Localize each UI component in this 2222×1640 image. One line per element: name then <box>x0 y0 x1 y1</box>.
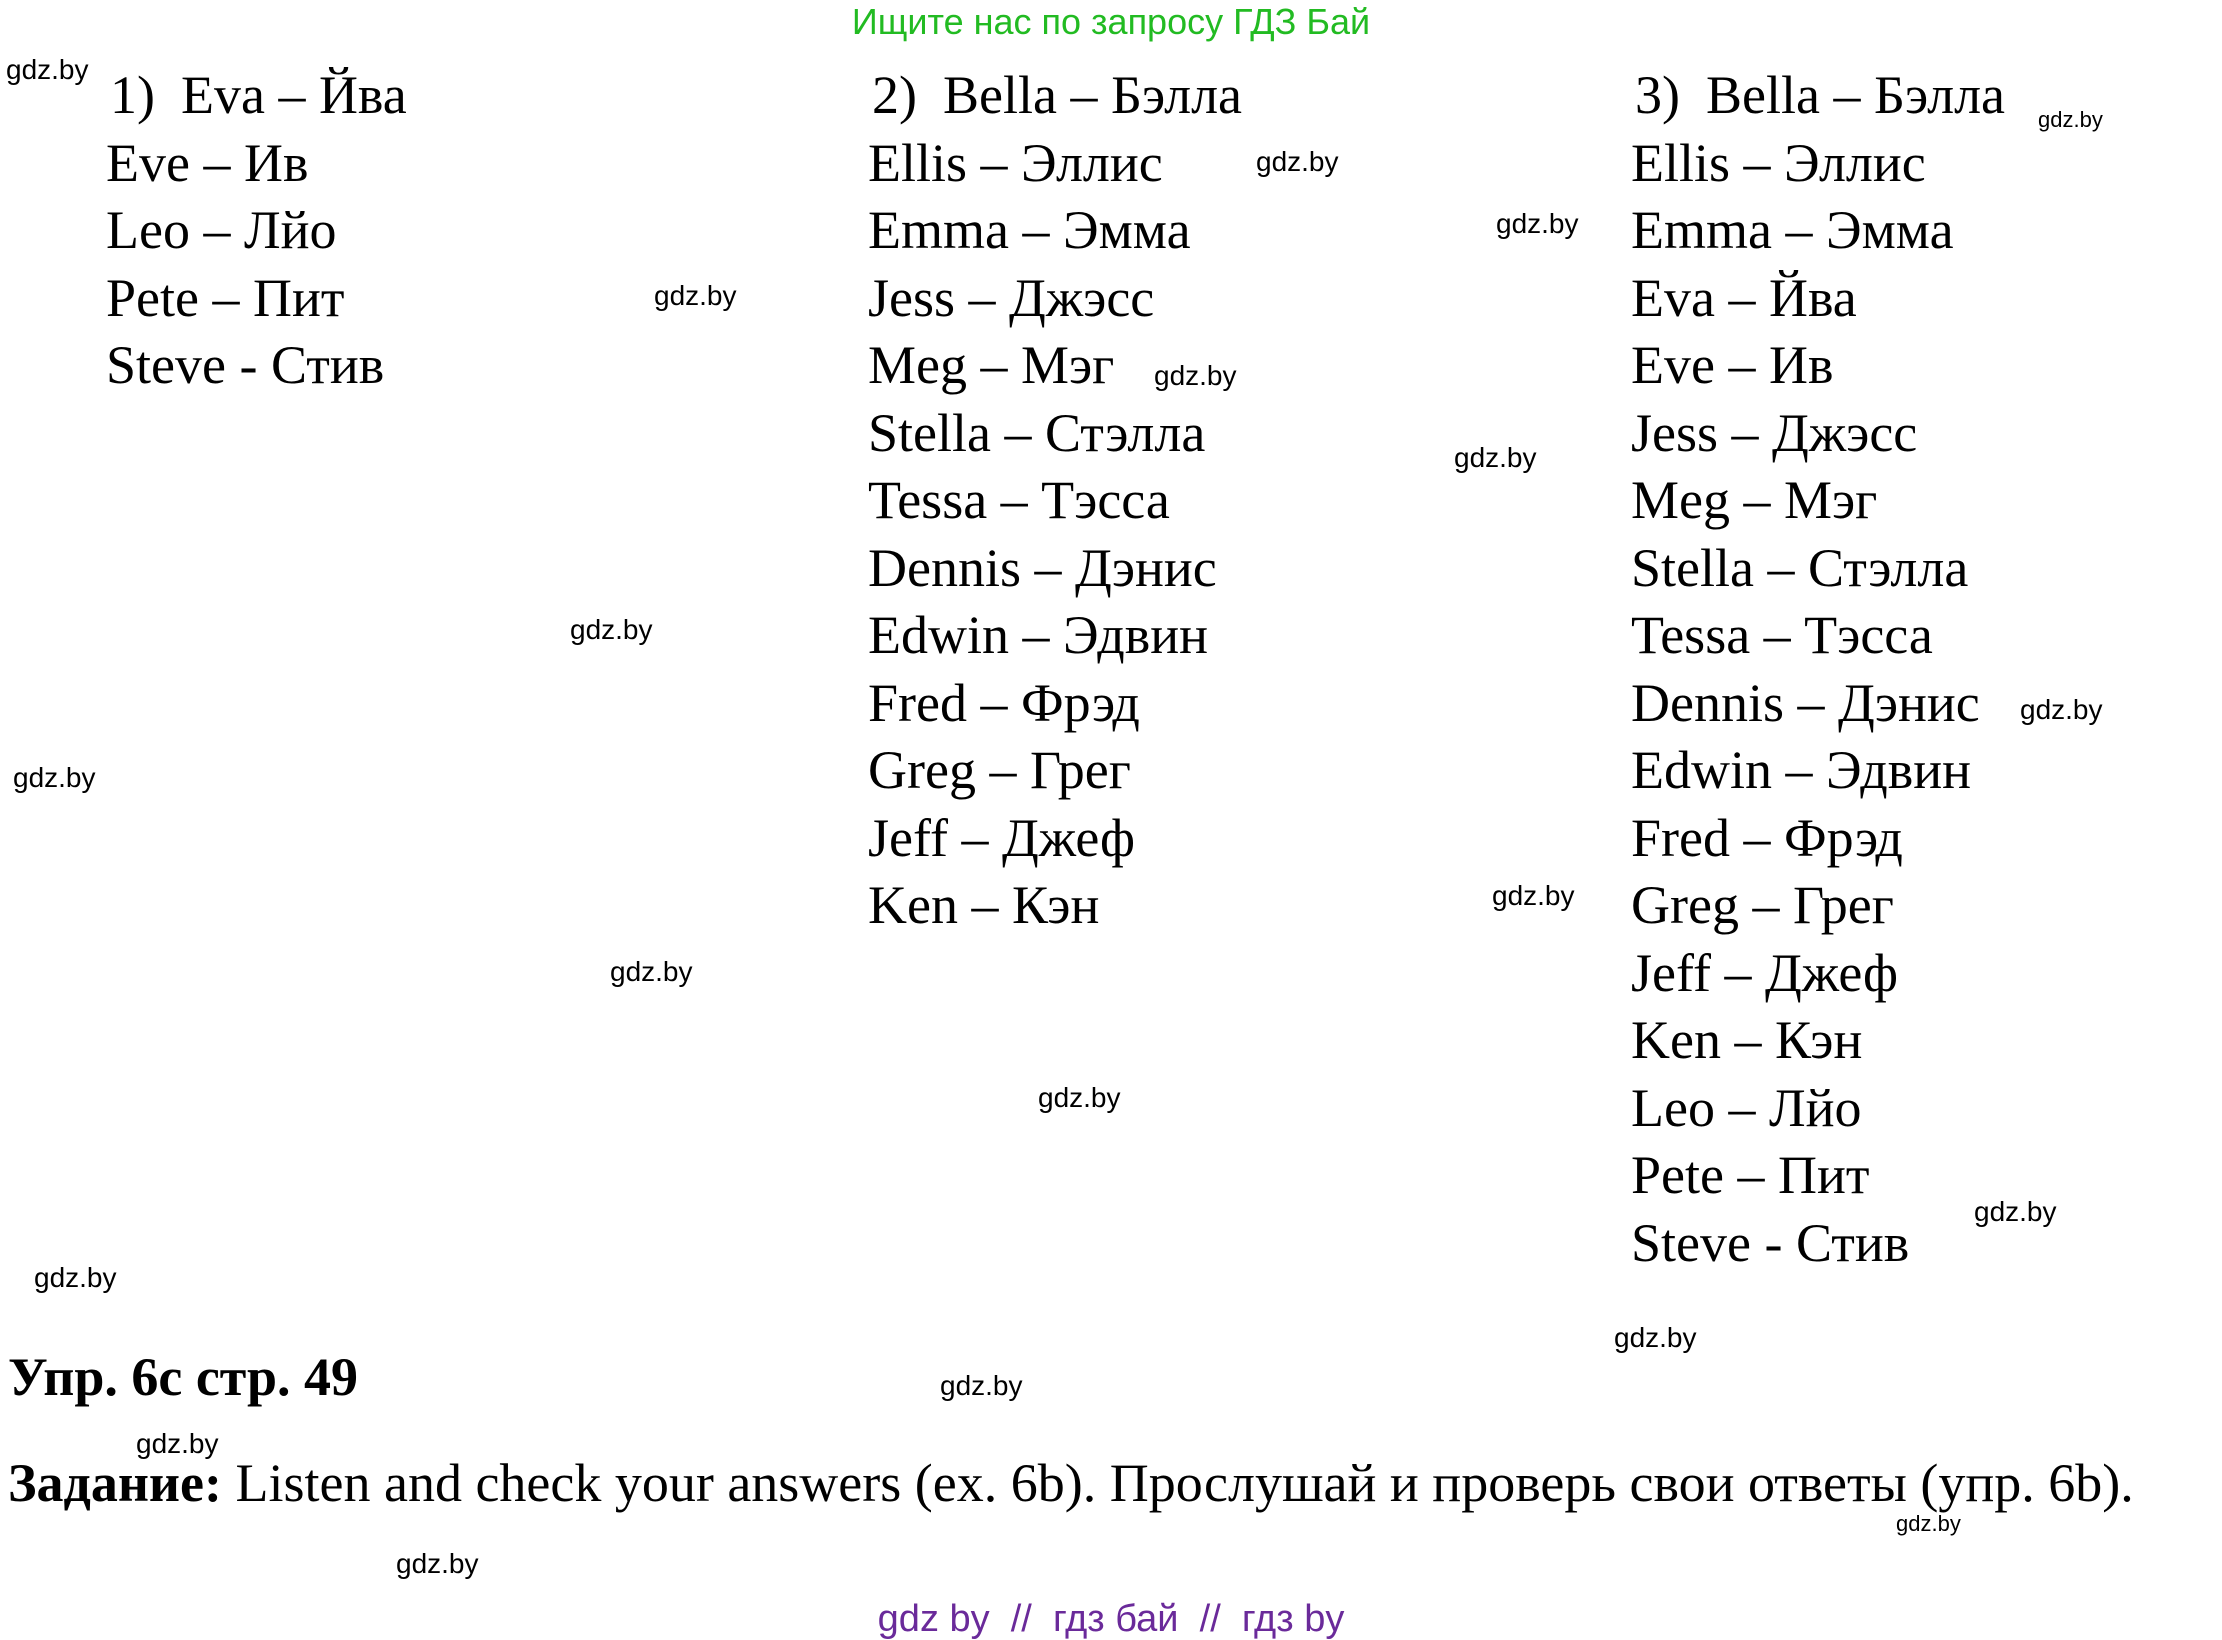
list-item: Stella – Стэлла <box>1631 537 1969 598</box>
list-item: Leo – Лйо <box>1631 1077 1862 1138</box>
watermark: gdz.by <box>2038 107 2103 132</box>
list-item: Greg – Грег <box>868 740 1131 800</box>
names-column-3 <box>1631 62 2005 1277</box>
watermark: gdz.by <box>1038 1082 1121 1113</box>
column-number: 3) <box>1635 65 1680 125</box>
watermark: gdz.by <box>654 280 737 311</box>
task-paragraph <box>8 1448 2214 1518</box>
list-item: Stella – Стэлла <box>868 402 1206 463</box>
list-item: Eve – Ив <box>1631 335 1834 395</box>
column-number: 2) <box>872 65 917 125</box>
list-item: Pete – Пит <box>1631 1145 1870 1205</box>
list-item: Steve - Стив <box>1631 1212 1910 1273</box>
list-item: Eva – Йва <box>1631 267 1857 328</box>
column-number: 1) <box>110 65 155 125</box>
list-item: Meg – Мэг <box>1631 470 1878 530</box>
list-item: 3) Bella – Бэлла <box>1631 62 2005 130</box>
list-item: Pete – Пит <box>106 267 345 328</box>
list-item: Ken – Кэн <box>1631 1010 1863 1070</box>
watermark: gdz.by <box>1454 442 1537 473</box>
task-label: Задание: <box>8 1453 222 1513</box>
list-item: Ken – Кэн <box>868 875 1100 935</box>
list-item: Jess – Джэсс <box>1631 402 1918 463</box>
task-text: Listen and check your answers (ex. 6b). Прослушай и проверь свои ответы (упр. 6b). <box>235 1453 2134 1513</box>
watermark: gdz.by <box>6 54 89 85</box>
names-column-2 <box>868 62 1242 940</box>
list-item: Emma – Эмма <box>1631 200 1954 260</box>
watermark: gdz.by <box>2020 694 2103 725</box>
list-item: Edwin – Эдвин <box>1631 740 1972 800</box>
watermark: gdz.by <box>940 1370 1023 1401</box>
list-item: Ellis – Эллис <box>868 132 1163 193</box>
list-item: Meg – Мэг <box>868 335 1115 395</box>
list-item: Emma – Эмма <box>868 200 1191 260</box>
list-item: Jeff – Джеф <box>868 807 1136 868</box>
watermark: gdz.by <box>1974 1196 2057 1227</box>
watermark: gdz.by <box>1492 880 1575 911</box>
list-item: 1) Eva – Йва <box>106 62 407 130</box>
list-item: Jess – Джэсс <box>868 267 1155 328</box>
watermark: gdz.by <box>570 614 653 645</box>
watermark: gdz.by <box>13 762 96 793</box>
watermark: gdz.by <box>1614 1322 1697 1353</box>
list-item: Steve - Стив <box>106 335 385 395</box>
list-item: Ellis – Эллис <box>1631 132 1926 193</box>
list-item: Fred – Фрэд <box>868 672 1140 733</box>
watermark: gdz.by <box>1154 360 1237 391</box>
list-item: Tessa – Тэсса <box>868 470 1170 530</box>
list-item: Fred – Фрэд <box>1631 807 1903 868</box>
list-item: Edwin – Эдвин <box>868 605 1209 665</box>
list-item: 2) Bella – Бэлла <box>868 62 1242 130</box>
watermark: gdz.by <box>610 956 693 987</box>
exercise-title: Упр. 6с стр. 49 <box>8 1347 358 1407</box>
watermark: gdz.by <box>1256 146 1339 177</box>
watermark: gdz.by <box>396 1548 479 1579</box>
list-item: Jeff – Джеф <box>1631 942 1899 1003</box>
top-banner: Ищите нас по запросу ГДЗ Бай <box>851 1 1371 42</box>
list-item: Tessa – Тэсса <box>1631 605 1933 665</box>
watermark: gdz.by <box>136 1428 219 1459</box>
list-item: Leo – Лйо <box>106 200 337 260</box>
watermark: gdz.by <box>1896 1511 1961 1536</box>
list-item: Greg – Грег <box>1631 875 1894 935</box>
footer-links: gdz by // гдз бай // гдз by <box>877 1598 1345 1640</box>
list-item: Dennis – Дэнис <box>1631 672 1980 733</box>
list-item: Dennis – Дэнис <box>868 537 1217 598</box>
list-item: Eve – Ив <box>106 132 309 193</box>
watermark: gdz.by <box>1496 208 1579 239</box>
watermark: gdz.by <box>34 1262 117 1293</box>
names-column-1 <box>106 62 407 400</box>
